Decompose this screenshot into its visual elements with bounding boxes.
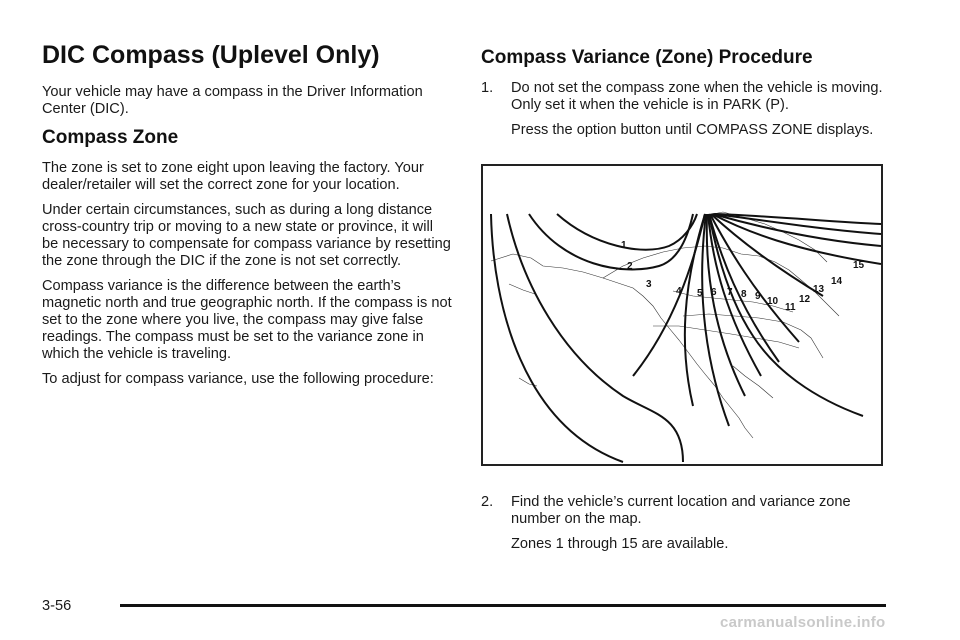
zone-label: 9 bbox=[755, 291, 761, 302]
zone-label: 3 bbox=[646, 279, 652, 290]
zone-label: 8 bbox=[741, 289, 747, 300]
zone-label: 14 bbox=[831, 276, 843, 287]
left-column bbox=[42, 40, 452, 396]
section-heading-procedure: Compass Variance (Zone) Procedure bbox=[481, 47, 813, 68]
right-column-lower bbox=[481, 494, 901, 561]
zone-label: 4 bbox=[676, 286, 682, 297]
step-text: Find the vehicle’s current location and variance zone number on the map. bbox=[511, 494, 851, 527]
zone-label: 6 bbox=[711, 287, 717, 298]
procedure-step bbox=[481, 80, 901, 114]
step-subtext: Press the option button until COMPASS ZONE displays. bbox=[511, 122, 874, 138]
page-number: 3-56 bbox=[42, 598, 72, 614]
page-title: DIC Compass (Uplevel Only) bbox=[42, 41, 380, 69]
paragraph: To adjust for compass variance, use the following procedure: bbox=[42, 371, 434, 387]
right-column bbox=[481, 46, 901, 147]
paragraph: The zone is set to zone eight upon leaving the factory. Your dealer/retailer will set the correct zone for your location. bbox=[42, 160, 424, 193]
compass-zone-map bbox=[481, 164, 883, 466]
section-heading-compass-zone: Compass Zone bbox=[42, 127, 179, 148]
zone-map-svg bbox=[483, 166, 881, 464]
step-subtext: Zones 1 through 15 are available. bbox=[511, 536, 729, 552]
zone-label: 13 bbox=[813, 284, 825, 295]
zone-label: 12 bbox=[799, 294, 811, 305]
zone-label: 11 bbox=[785, 302, 796, 313]
zone-label: 10 bbox=[767, 296, 779, 307]
footer-rule bbox=[120, 604, 886, 607]
zone-label: 1 bbox=[621, 240, 627, 251]
step-text: Do not set the compass zone when the vehicle is moving. Only set it when the vehicle is in PARK (P). bbox=[511, 80, 883, 113]
zone-label: 2 bbox=[627, 261, 633, 272]
paragraph: Compass variance is the difference between the earth’s magnetic north and true geographic north. If the compass is not set to the zone where you live, the compass may give false readings. The compass must be set to the variance zone in which the vehicle is traveling. bbox=[42, 278, 452, 362]
paragraph: Under certain circumstances, such as during a long distance cross-country trip or moving to a new state or province, it will be necessary to compensate for compass variance by resetting the zone through the DIC if the zone is not set correctly. bbox=[42, 202, 451, 269]
step-number: 2. bbox=[481, 494, 494, 510]
procedure-step bbox=[481, 494, 901, 528]
watermark-text: carmanualsonline.info bbox=[720, 614, 886, 631]
zone-label: 15 bbox=[853, 260, 865, 271]
step-number: 1. bbox=[481, 80, 494, 96]
zone-boundary-lines bbox=[491, 214, 881, 462]
zone-label: 7 bbox=[727, 287, 733, 298]
zone-label: 5 bbox=[697, 288, 703, 299]
intro-paragraph: Your vehicle may have a compass in the Driver Information Center (DIC). bbox=[42, 84, 423, 117]
